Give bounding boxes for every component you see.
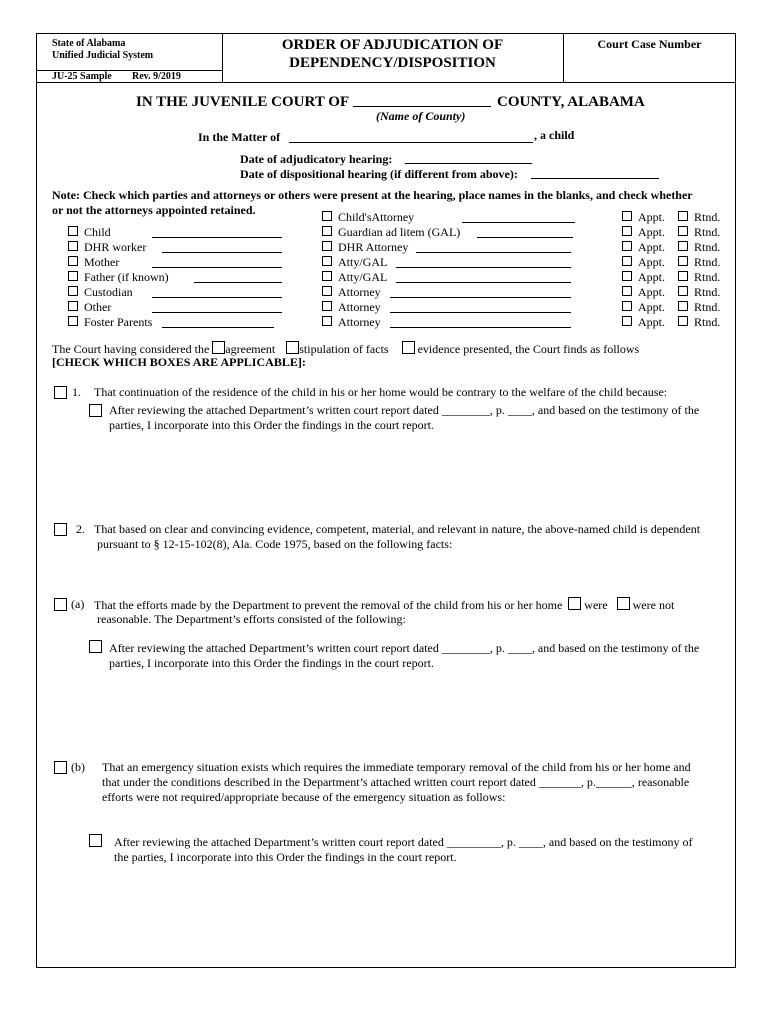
finding-2-checkbox[interactable] bbox=[54, 523, 67, 536]
rtnd-checkbox[interactable] bbox=[678, 286, 688, 296]
party-label: Other bbox=[84, 300, 112, 314]
party-checkbox[interactable] bbox=[68, 226, 78, 236]
attorney-label: Attorney bbox=[338, 300, 381, 314]
were-label: were bbox=[584, 598, 608, 612]
form-revision: Rev. 9/2019 bbox=[132, 71, 181, 82]
party-checkbox[interactable] bbox=[68, 286, 78, 296]
appt-label: Appt. bbox=[638, 225, 665, 239]
considered-text: The Court having considered the bbox=[52, 342, 210, 356]
attorney-checkbox[interactable] bbox=[322, 271, 332, 281]
case-number-label: Court Case Number bbox=[597, 37, 702, 51]
evidence-checkbox[interactable] bbox=[402, 341, 415, 354]
dispositional-hearing-label: Date of dispositional hearing (if different from above): bbox=[240, 167, 518, 181]
party-label: DHR worker bbox=[84, 240, 147, 254]
appt-label: Appt. bbox=[638, 210, 665, 224]
finding-1-details-area[interactable] bbox=[94, 436, 724, 516]
matter-label: In the Matter of bbox=[198, 130, 281, 144]
appt-checkbox[interactable] bbox=[622, 301, 632, 311]
county-hint: (Name of County) bbox=[376, 109, 466, 123]
finding-b-report-line2: the parties, I incorporate into this Order the findings in the court report. bbox=[114, 850, 457, 864]
party-label: Foster Parents bbox=[84, 315, 153, 329]
rtnd-label: Rtnd. bbox=[694, 225, 721, 239]
were-checkbox[interactable] bbox=[568, 597, 581, 610]
note-line2: or not the attorneys appointed retained. bbox=[52, 203, 256, 217]
agreement-checkbox[interactable] bbox=[212, 341, 225, 354]
attorney-name-field[interactable] bbox=[390, 300, 571, 313]
stipulation-checkbox[interactable] bbox=[286, 341, 299, 354]
finding-b-line3: efforts were not required/appropriate because of the emergency situation as follows: bbox=[102, 790, 506, 804]
finding-a-report-checkbox[interactable] bbox=[89, 640, 102, 653]
state-label: State of Alabama bbox=[52, 38, 126, 49]
party-name-field[interactable] bbox=[152, 285, 282, 298]
dispositional-date-field[interactable] bbox=[531, 165, 659, 179]
rtnd-label: Rtnd. bbox=[694, 240, 721, 254]
appt-checkbox[interactable] bbox=[622, 316, 632, 326]
party-label: Mother bbox=[84, 255, 120, 269]
appt-label: Appt. bbox=[638, 285, 665, 299]
attorney-label: Atty/GAL bbox=[338, 270, 388, 284]
rtnd-checkbox[interactable] bbox=[678, 301, 688, 311]
finding-a-checkbox[interactable] bbox=[54, 598, 67, 611]
rtnd-label: Rtnd. bbox=[694, 300, 721, 314]
appt-label: Appt. bbox=[638, 240, 665, 254]
party-name-field[interactable] bbox=[194, 270, 282, 283]
appt-checkbox[interactable] bbox=[622, 286, 632, 296]
finding-a-text: That the efforts made by the Department to prevent the removal of the child from his or her home bbox=[94, 598, 563, 612]
appt-checkbox[interactable] bbox=[622, 226, 632, 236]
rtnd-checkbox[interactable] bbox=[678, 226, 688, 236]
attorney-name-field[interactable] bbox=[477, 225, 573, 238]
rtnd-label: Rtnd. bbox=[694, 255, 721, 269]
attorney-checkbox[interactable] bbox=[322, 316, 332, 326]
appt-checkbox[interactable] bbox=[622, 241, 632, 251]
party-name-field[interactable] bbox=[162, 315, 274, 328]
attorney-checkbox[interactable] bbox=[322, 256, 332, 266]
attorney-label: Child'sAttorney bbox=[338, 210, 415, 224]
party-label: Child bbox=[84, 225, 111, 239]
finding-b-line2: that under the conditions described in the Department’s attached written court report dated _______, p.______, reasonable bbox=[102, 775, 690, 789]
appt-label: Appt. bbox=[638, 255, 665, 269]
party-checkbox[interactable] bbox=[68, 316, 78, 326]
finding-1-report-line2: parties, I incorporate into this Order the findings in the court report. bbox=[109, 418, 434, 432]
check-boxes-instruction: [CHECK WHICH BOXES ARE APPLICABLE]: bbox=[52, 355, 306, 369]
rtnd-checkbox[interactable] bbox=[678, 271, 688, 281]
attorney-label: Atty/GAL bbox=[338, 255, 388, 269]
finding-a-report-line1: After reviewing the attached Department’s written court report dated ________, p. ____, and based on the testimony of the bbox=[109, 641, 700, 655]
attorney-name-field[interactable] bbox=[416, 240, 571, 253]
attorney-name-field[interactable] bbox=[462, 210, 575, 223]
note-line1: Note: Check which parties and attorneys or others were present at the hearing, place names in the blanks, and check whether bbox=[52, 188, 693, 202]
finding-a-details-area[interactable] bbox=[94, 674, 724, 754]
attorney-checkbox[interactable] bbox=[322, 286, 332, 296]
finding-1-checkbox[interactable] bbox=[54, 386, 67, 399]
appt-label: Appt. bbox=[638, 300, 665, 314]
finding-2-facts-area[interactable] bbox=[94, 556, 724, 592]
party-checkbox[interactable] bbox=[68, 271, 78, 281]
evidence-label: evidence presented, the Court finds as follows bbox=[417, 342, 640, 356]
adjudicatory-date-field[interactable] bbox=[405, 150, 532, 164]
form-title-line1: ORDER OF ADJUDICATION OF bbox=[281, 37, 504, 53]
adjudicatory-hearing-label: Date of adjudicatory hearing: bbox=[240, 152, 393, 166]
finding-1-number: 1. bbox=[72, 385, 81, 399]
form-number: JU-25 Sample bbox=[52, 71, 112, 82]
finding-1-text: That continuation of the residence of the child in his or her home would be contrary to the welfare of the child because: bbox=[94, 385, 668, 399]
attorney-name-field[interactable] bbox=[396, 255, 571, 268]
attorney-label: Attorney bbox=[338, 315, 381, 329]
finding-a-line1 bbox=[94, 597, 674, 613]
form-title-line2: DEPENDENCY/DISPOSITION bbox=[289, 55, 496, 71]
finding-b-number: (b) bbox=[71, 760, 85, 774]
finding-a-line2: reasonable. The Department’s efforts consisted of the following: bbox=[97, 612, 406, 626]
appt-label: Appt. bbox=[638, 270, 665, 284]
rtnd-checkbox[interactable] bbox=[678, 256, 688, 266]
county-field[interactable] bbox=[353, 92, 491, 107]
attorney-label: DHR Attorney bbox=[338, 240, 409, 254]
party-name-field[interactable] bbox=[152, 225, 282, 238]
finding-b-report-line1: After reviewing the attached Department’s written court report dated _________, p. ____, and based on the testimony of bbox=[114, 835, 693, 849]
appt-checkbox[interactable] bbox=[622, 211, 632, 221]
attorney-checkbox[interactable] bbox=[322, 241, 332, 251]
attorney-checkbox[interactable] bbox=[322, 301, 332, 311]
were-not-checkbox[interactable] bbox=[617, 597, 630, 610]
party-checkbox[interactable] bbox=[68, 301, 78, 311]
header-divider bbox=[36, 82, 736, 83]
finding-b-checkbox[interactable] bbox=[54, 761, 67, 774]
party-checkbox[interactable] bbox=[68, 241, 78, 251]
finding-1-report-line1: After reviewing the attached Department’s written court report dated ________, p. ____, and based on the testimony of the bbox=[109, 403, 700, 417]
child-name-field[interactable] bbox=[289, 128, 533, 143]
attorney-checkbox[interactable] bbox=[322, 226, 332, 236]
matter-suffix: , a child bbox=[534, 128, 575, 142]
finding-2-line2: pursuant to § 12-15-102(8), Ala. Code 1975, based on the following facts: bbox=[97, 537, 453, 551]
rtnd-label: Rtnd. bbox=[694, 210, 721, 224]
party-label: Father (if known) bbox=[84, 270, 169, 284]
appt-checkbox[interactable] bbox=[622, 271, 632, 281]
attorney-name-field[interactable] bbox=[390, 315, 571, 328]
appt-checkbox[interactable] bbox=[622, 256, 632, 266]
attorney-label: Guardian ad litem (GAL) bbox=[338, 225, 461, 239]
were-not-label: were not bbox=[632, 598, 675, 612]
attorney-name-field[interactable] bbox=[396, 270, 571, 283]
attorney-checkbox[interactable] bbox=[322, 211, 332, 221]
rtnd-label: Rtnd. bbox=[694, 315, 721, 329]
case-number-field[interactable] bbox=[570, 52, 730, 78]
finding-2-number: 2. bbox=[76, 522, 85, 536]
agreement-label: agreement bbox=[225, 342, 276, 356]
system-label: Unified Judicial System bbox=[52, 50, 154, 61]
appt-label: Appt. bbox=[638, 315, 665, 329]
court-suffix: COUNTY, ALABAMA bbox=[497, 94, 645, 110]
finding-b-line1: That an emergency situation exists which requires the immediate temporary removal of the child from his or her home and bbox=[102, 760, 691, 774]
finding-b-report-checkbox[interactable] bbox=[89, 834, 102, 847]
party-name-field[interactable] bbox=[162, 240, 282, 253]
attorney-label: Attorney bbox=[338, 285, 381, 299]
finding-a-number: (a) bbox=[71, 597, 85, 611]
rtnd-checkbox[interactable] bbox=[678, 241, 688, 251]
party-label: Custodian bbox=[84, 285, 133, 299]
party-name-field[interactable] bbox=[152, 255, 282, 268]
attorney-name-field[interactable] bbox=[390, 285, 571, 298]
party-name-field[interactable] bbox=[152, 300, 282, 313]
party-checkbox[interactable] bbox=[68, 256, 78, 266]
finding-1-report-checkbox[interactable] bbox=[89, 404, 102, 417]
stipulation-label: stipulation of facts bbox=[299, 342, 389, 356]
finding-a-report-line2: parties, I incorporate into this Order the findings in the court report. bbox=[109, 656, 434, 670]
rtnd-label: Rtnd. bbox=[694, 270, 721, 284]
court-prefix: IN THE JUVENILE COURT OF bbox=[136, 94, 350, 110]
finding-2-line1: That based on clear and convincing evidence, competent, material, and relevant in nature, the above-named child is dependent bbox=[94, 522, 701, 536]
rtnd-checkbox[interactable] bbox=[678, 316, 688, 326]
finding-b-details-area[interactable] bbox=[94, 870, 724, 960]
rtnd-checkbox[interactable] bbox=[678, 211, 688, 221]
rtnd-label: Rtnd. bbox=[694, 285, 721, 299]
